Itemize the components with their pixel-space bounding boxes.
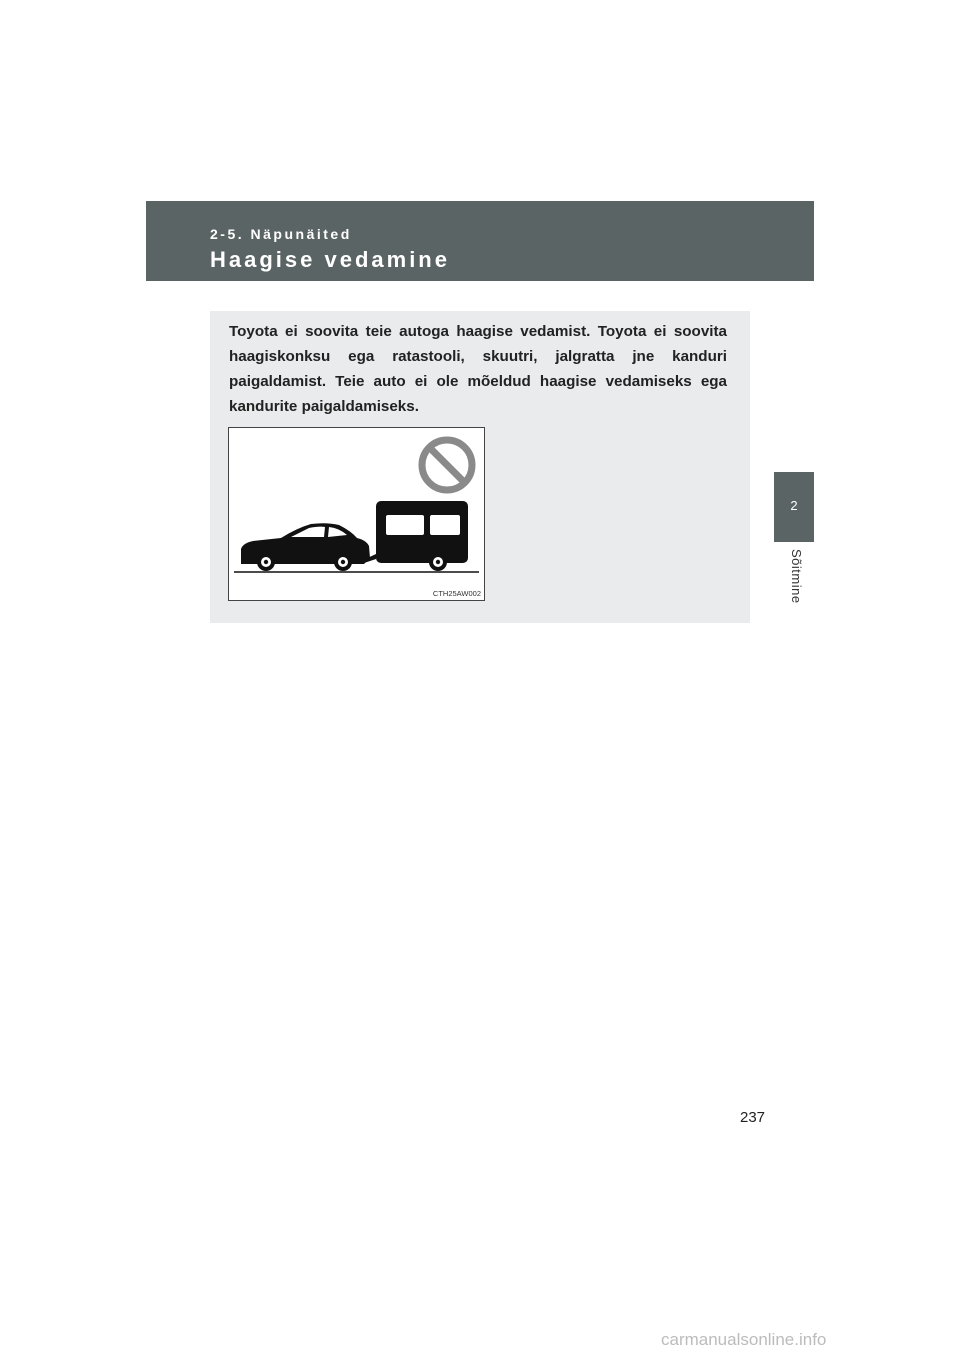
- trailer-icon: [361, 501, 468, 571]
- figure-code: CTH25AW002: [432, 589, 481, 598]
- chapter-number: 2: [790, 498, 798, 513]
- chapter-caption: Sõitmine: [789, 549, 804, 604]
- page-number: 237: [740, 1109, 766, 1126]
- prohibition-icon: [422, 440, 472, 490]
- section-label: 2-5. Näpunäited: [210, 226, 352, 242]
- intro-text: Toyota ei soovita teie autoga haagise vedamist. Toyota ei soovita haagiskonksu ega ratastooli, skuutri, jalgratta jne kanduri paigaldamist. Teie auto ei ole mõeldud haagise vedamiseks ega kandurite paigaldamiseks.: [229, 323, 727, 415]
- section-header-band: [146, 201, 814, 281]
- watermark: carmanualsonline.info: [661, 1330, 827, 1349]
- info-box: [210, 311, 750, 623]
- chapter-tab[interactable]: [774, 472, 814, 542]
- car-towing-trailer-illustration: [229, 428, 484, 600]
- car-icon: [241, 523, 370, 571]
- page-title: Haagise vedamine: [210, 247, 450, 272]
- towing-illustration: [228, 427, 485, 601]
